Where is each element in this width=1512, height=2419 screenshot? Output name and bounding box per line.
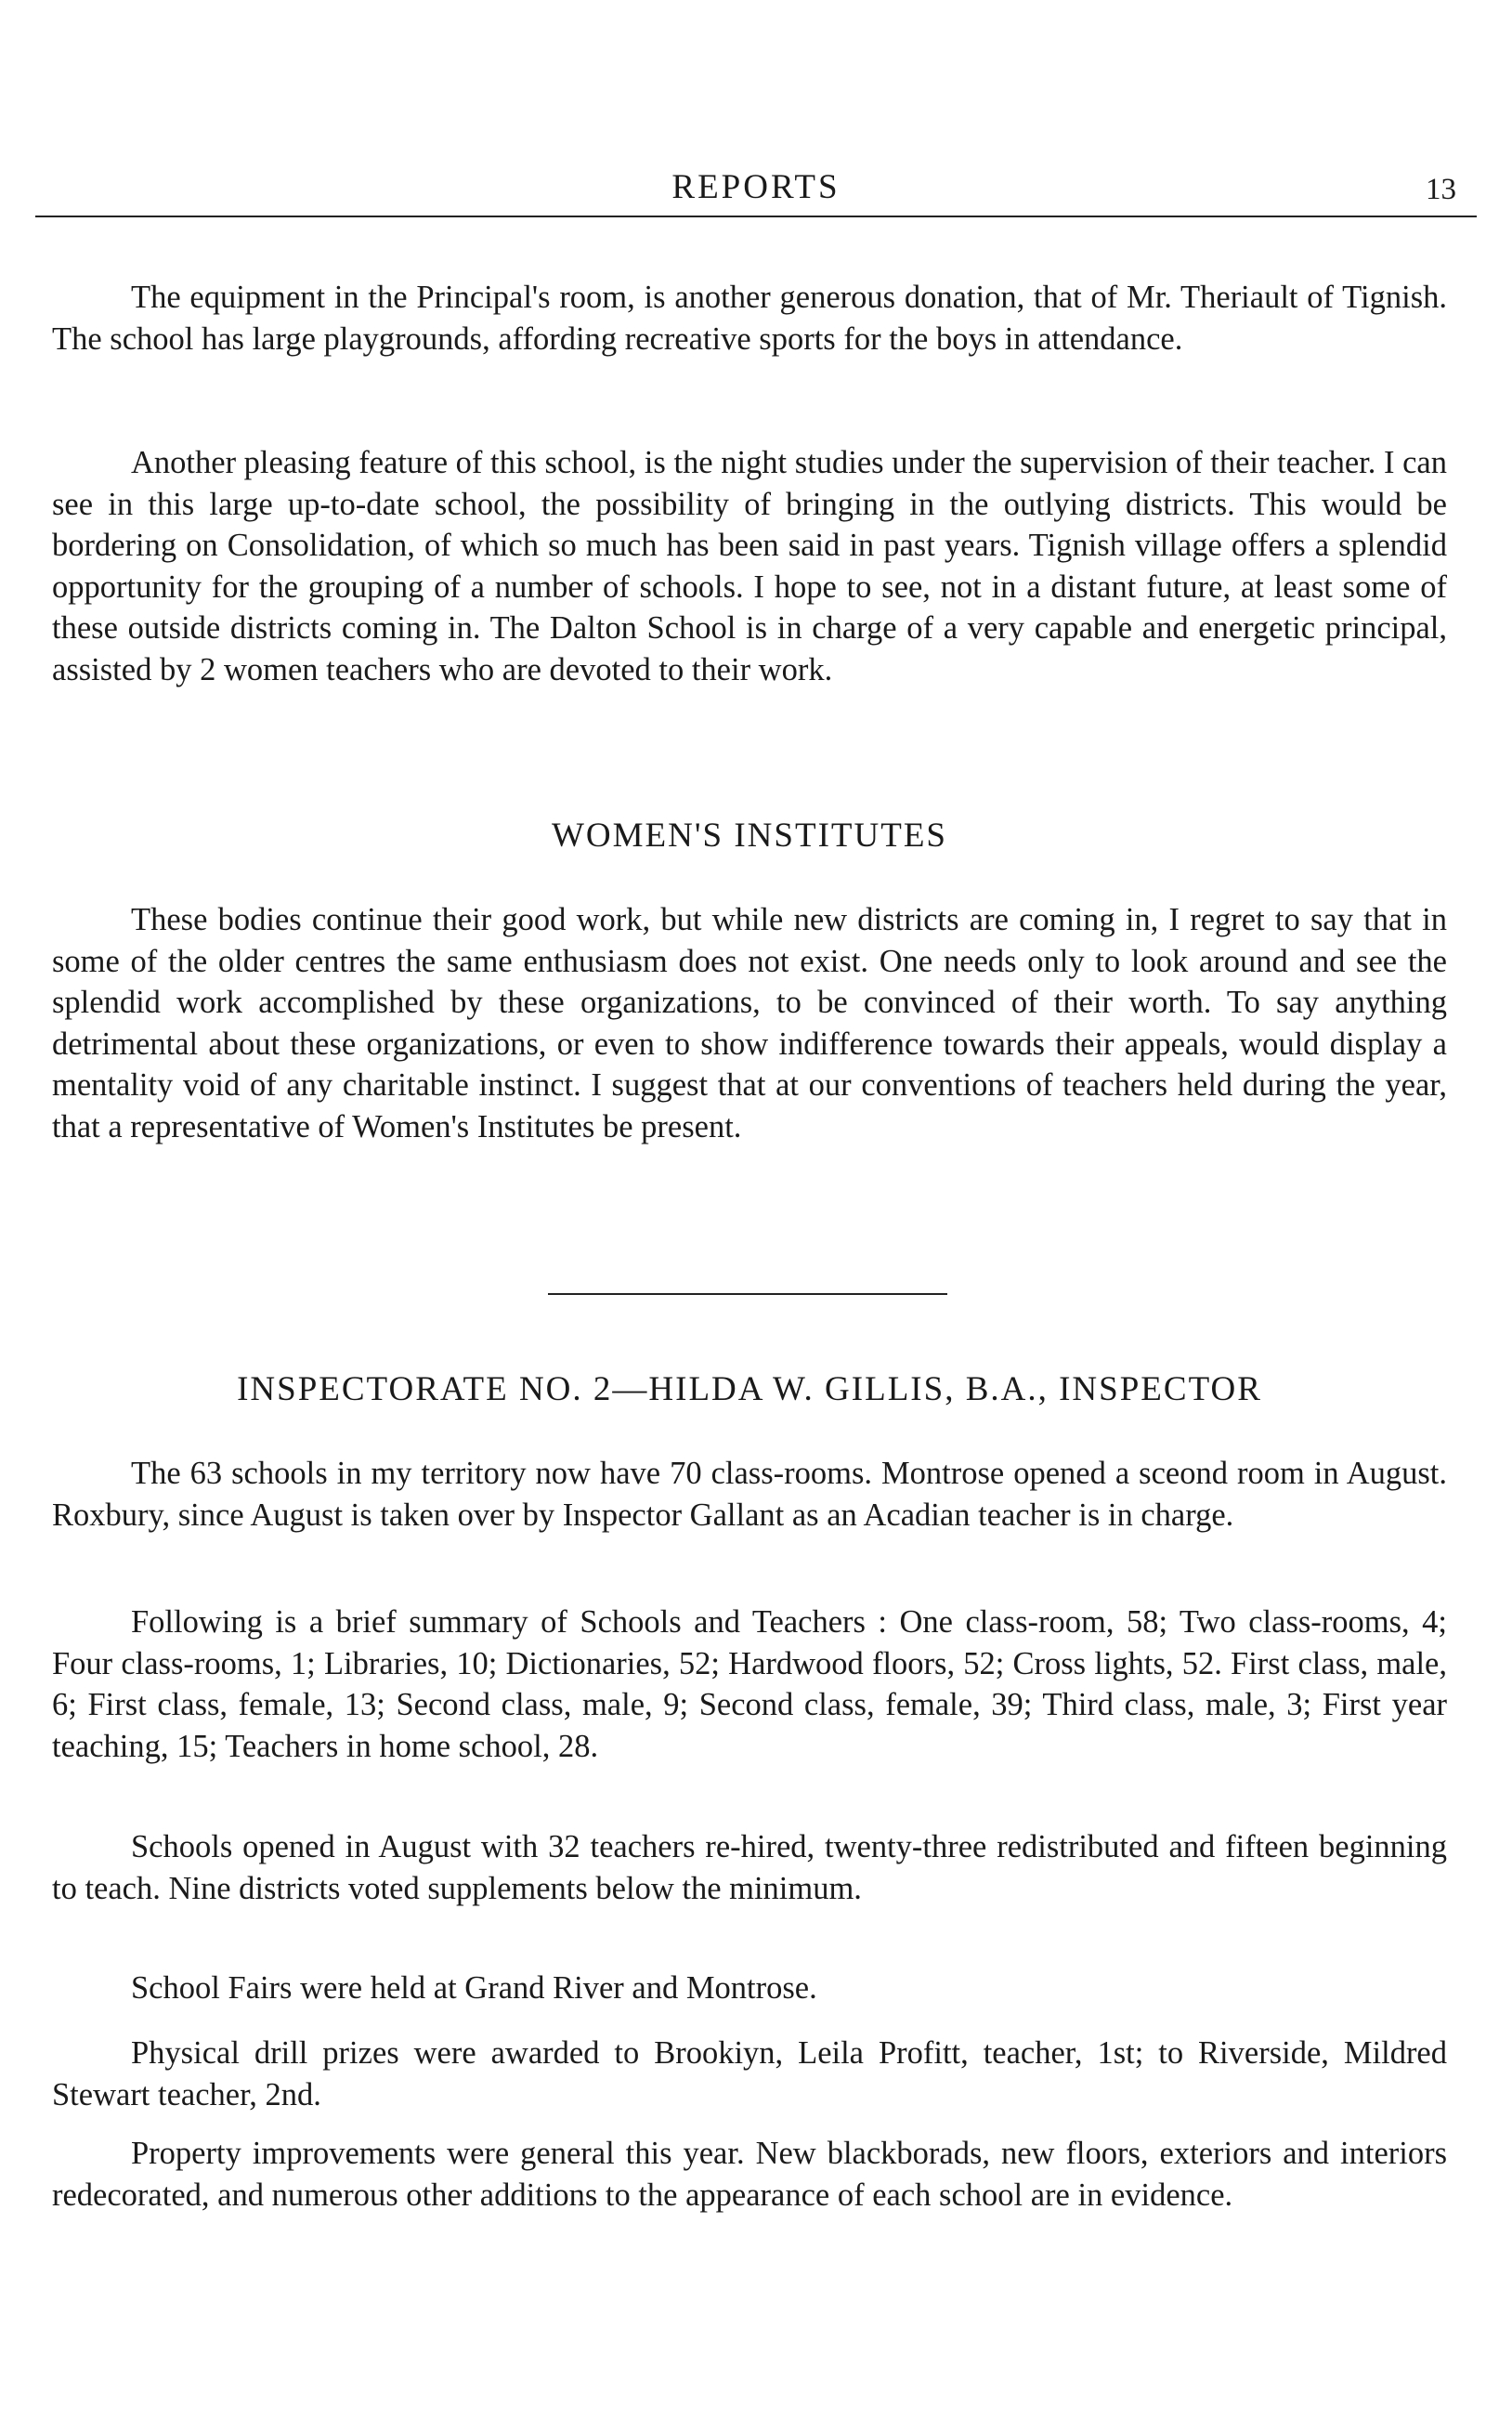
- opening-section: [52, 277, 1447, 360]
- paragraph-womens-institutes: These bodies continue their good work, but while new districts are coming in, I regret to say that in some of the older centres the same enthusiasm does not exist. One needs only to look around and see the splendid work accomplished by these organizations, to be convinced of their worth. To say anything detrimental about these organizations, or even to show indifference towards their appeals, would display a mentality void of any charitable instinct. I suggest that at our conventions of teachers held during the year, that a representative of Women's Institutes be present.: [52, 902, 1447, 1144]
- inspectorate-fairs: [52, 1968, 1447, 2009]
- womens-institutes-section: [52, 899, 1447, 1147]
- paragraph-summary: Following is a brief summary of Schools and Teachers : One class-room, 58; Two class-rooms, 4; Four class-rooms, 1; Libraries, 10; Dictionaries, 52; Hardwood floors, 52; Cross lights, 52. First class, male, 6; First class, female, 13; Second class, male, 9; Second class, female, 39; Third class, male, 3; First year teaching, 15; Teachers in home school, 28.: [52, 1604, 1447, 1764]
- womens-institutes-heading: WOMEN'S INSTITUTES: [552, 817, 947, 855]
- opening-section-continued: [52, 442, 1447, 690]
- inspectorate-heading: INSPECTORATE NO. 2—HILDA W. GILLIS, B.A., INSPECTOR: [237, 1370, 1262, 1408]
- inspectorate-property: [52, 2133, 1447, 2216]
- paragraph-drill-prizes: Physical drill prizes were awarded to Brookiyn, Leila Profitt, teacher, 1st; to Riverside, Mildred Stewart teacher, 2nd.: [52, 2035, 1447, 2112]
- paragraph-teachers-hired: Schools opened in August with 32 teachers re-hired, twenty-three redistributed and fifteen beginning to teach. Nine districts voted supplements below the minimum.: [52, 1829, 1447, 1906]
- page-number: 13: [1426, 173, 1456, 206]
- running-header: [35, 167, 1477, 217]
- inspectorate-summary: [52, 1602, 1447, 1767]
- inspectorate-prizes: [52, 2033, 1447, 2115]
- paragraph-equipment: The equipment in the Principal's room, is another generous donation, that of Mr. Theriault of Tignish. The school has large playgrounds, affording recreative sports for the boys in attendance.: [52, 280, 1447, 357]
- paragraph-schools-territory: The 63 schools in my territory now have 70 class-rooms. Montrose opened a sceond room in August. Roxbury, since August is taken over by Inspector Gallant as an Acadian teacher is in charge.: [52, 1456, 1447, 1533]
- section-divider: [548, 1293, 947, 1295]
- running-title: REPORTS: [671, 168, 841, 206]
- paragraph-night-studies: Another pleasing feature of this school, is the night studies under the supervision of their teacher. I can see in this large up-to-date school, the possibility of bringing in the outlying districts. This would be bordering on Consolidation, of which so much has been said in past years. Tignish village offers a splendid opportunity for the grouping of a number of schools. I hope to see, not in a distant future, at least some of these outside districts coming in. The Dalton School is in charge of a very capable and energetic principal, assisted by 2 women teachers who are devoted to their work.: [52, 445, 1447, 687]
- inspectorate-teachers: [52, 1826, 1447, 1909]
- inspectorate-section: [52, 1453, 1447, 1536]
- paragraph-property: Property improvements were general this year. New blackborads, new floors, exteriors and interiors redecorated, and numerous other additions to the appearance of each school are in evidence.: [52, 2136, 1447, 2213]
- paragraph-school-fairs: School Fairs were held at Grand River and Montrose.: [131, 1970, 817, 2006]
